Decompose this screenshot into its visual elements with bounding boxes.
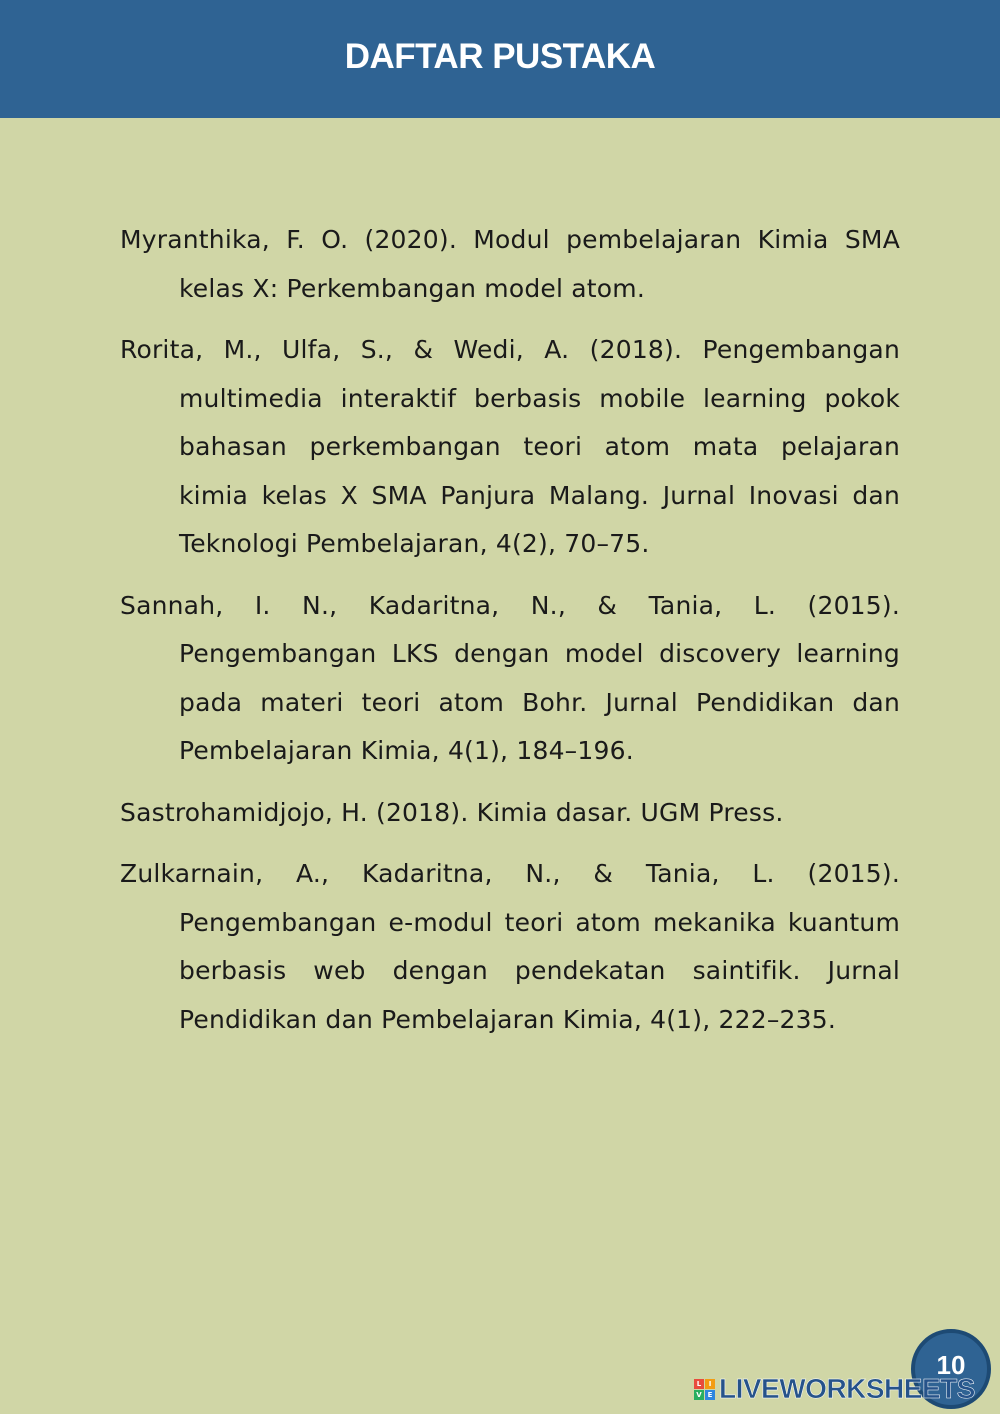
page-header xyxy=(0,0,1000,118)
logo-tile-l: L xyxy=(694,1379,704,1389)
page-title: DAFTAR PUSTAKA xyxy=(344,37,656,76)
reference-item: Myranthika, F. O. (2020). Modul pembelajaran Kimia SMA kelas X: Perkembangan model atom. xyxy=(120,225,900,303)
logo-tile-i: I xyxy=(705,1379,715,1389)
watermark-text: LIVEWORKSHEETS xyxy=(719,1373,975,1404)
reference-list xyxy=(120,216,900,1057)
liveworksheets-watermark xyxy=(694,1374,975,1404)
page-number: 10 xyxy=(936,1349,966,1380)
liveworksheets-logo-icon xyxy=(694,1379,715,1400)
logo-tile-e: E xyxy=(705,1390,715,1400)
logo-tile-v: V xyxy=(694,1390,704,1400)
reference-item: Sannah, I. N., Kadaritna, N., & Tania, L. (2015). Pengembangan LKS dengan model discovery learning pada materi teori atom Bohr. Jurnal Pendidikan dan Pembelajaran Kimia, 4(1), 184–196. xyxy=(120,590,900,765)
reference-item: Sastrohamidjojo, H. (2018). Kimia dasar. UGM Press. xyxy=(120,797,784,827)
reference-item: Rorita, M., Ulfa, S., & Wedi, A. (2018). Pengembangan multimedia interaktif berbasis mobile learning pokok bahasan perkembangan teori atom mata pelajaran kimia kelas X SMA Panjura Malang. Jurnal Inovasi dan Teknologi Pembelajaran, 4(2), 70–75. xyxy=(120,335,900,558)
reference-item: Zulkarnain, A., Kadaritna, N., & Tania, L. (2015). Pengembangan e-modul teori atom mekanika kuantum berbasis web dengan pendekatan saintifik. Jurnal Pendidikan dan Pembelajaran Kimia, 4(1), 222–235. xyxy=(120,859,900,1034)
